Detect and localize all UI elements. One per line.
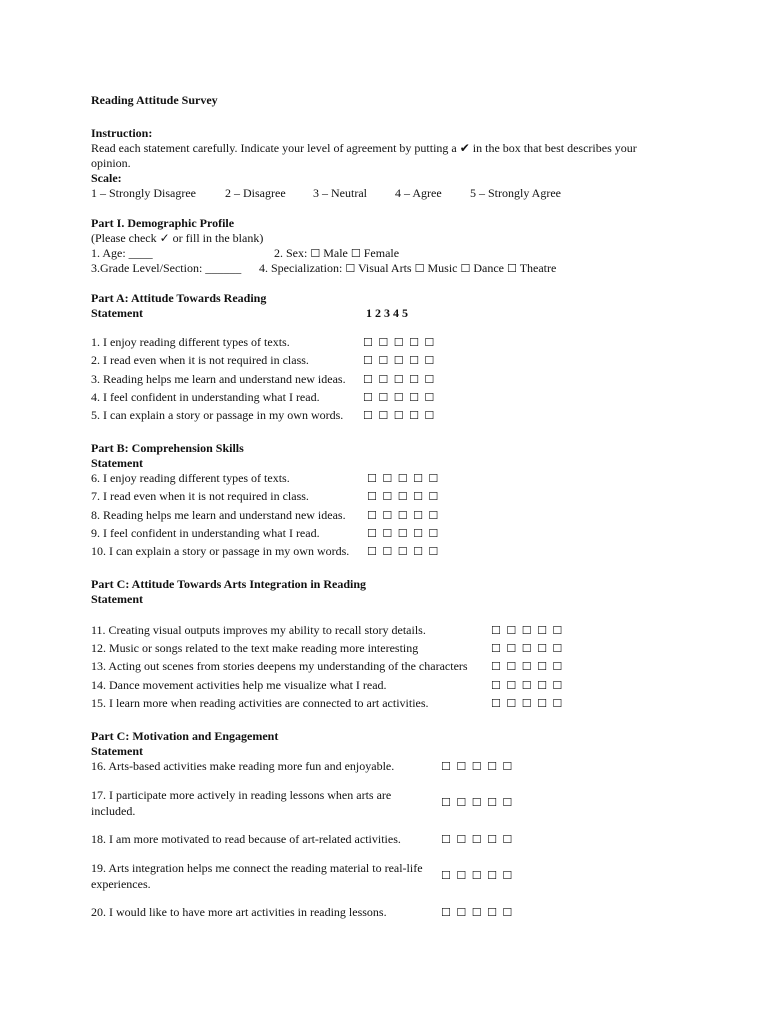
age-field[interactable]: 1. Age: ____ (91, 246, 153, 260)
statement-19-line1: 19. Arts integration helps me connect the reading material to real-life (91, 861, 423, 875)
rating-boxes-17[interactable]: ☐ ☐ ☐ ☐ ☐ (441, 796, 514, 809)
dance-checkbox[interactable]: ☐ (460, 262, 471, 275)
partD-statement-header: Statement (91, 744, 143, 758)
statement-13: 13. Acting out scenes from stories deepens my understanding of the characters (91, 659, 468, 673)
statement-8: 8. Reading helps me learn and understand new ideas. (91, 508, 346, 522)
rating-boxes-1[interactable]: ☐ ☐ ☐ ☐ ☐ (363, 336, 436, 349)
partC-heading: Part C: Attitude Towards Arts Integration in Reading (91, 577, 367, 591)
rating-boxes-5[interactable]: ☐ ☐ ☐ ☐ ☐ (363, 409, 436, 422)
statement-19-line2: experiences. (91, 877, 151, 891)
statement-2: 2. I read even when it is not required in class. (91, 353, 309, 367)
statement-20: 20. I would like to have more art activities in reading lessons. (91, 905, 387, 919)
rating-boxes-13[interactable]: ☐ ☐ ☐ ☐ ☐ (491, 660, 564, 673)
music-checkbox[interactable]: ☐ (414, 262, 425, 275)
rating-boxes-20[interactable]: ☐ ☐ ☐ ☐ ☐ (441, 906, 514, 919)
scale-item-3: 3 – Neutral (313, 186, 367, 200)
statement-9: 9. I feel confident in understanding what I read. (91, 526, 320, 540)
female-label: Female (363, 246, 400, 260)
statement-14: 14. Dance movement activities help me visualize what I read. (91, 678, 387, 692)
rating-boxes-4[interactable]: ☐ ☐ ☐ ☐ ☐ (363, 391, 436, 404)
rating-boxes-7[interactable]: ☐ ☐ ☐ ☐ ☐ (367, 490, 440, 503)
female-checkbox[interactable]: ☐ (350, 247, 361, 260)
statement-6: 6. I enjoy reading different types of texts. (91, 471, 290, 485)
scale-item-4: 4 – Agree (395, 186, 442, 200)
partA-heading: Part A: Attitude Towards Reading (91, 291, 267, 305)
rating-boxes-12[interactable]: ☐ ☐ ☐ ☐ ☐ (491, 642, 564, 655)
scale-item-2: 2 – Disagree (225, 186, 286, 200)
partA-scale-header: 1 2 3 4 5 (366, 306, 408, 320)
instruction-text-line2: opinion. (91, 156, 131, 170)
grade-section-field[interactable]: 3.Grade Level/Section: ______ (91, 261, 242, 275)
male-checkbox[interactable]: ☐ (310, 247, 321, 260)
partB-statement-header: Statement (91, 456, 143, 470)
rating-boxes-14[interactable]: ☐ ☐ ☐ ☐ ☐ (491, 679, 564, 692)
sex-label: 2. Sex: (274, 246, 308, 260)
rating-boxes-8[interactable]: ☐ ☐ ☐ ☐ ☐ (367, 509, 440, 522)
part1-note: (Please check ✓ or fill in the blank) (91, 231, 264, 245)
rating-boxes-9[interactable]: ☐ ☐ ☐ ☐ ☐ (367, 527, 440, 540)
rating-boxes-11[interactable]: ☐ ☐ ☐ ☐ ☐ (491, 624, 564, 637)
theatre-label: Theatre (519, 261, 557, 275)
rating-boxes-19[interactable]: ☐ ☐ ☐ ☐ ☐ (441, 869, 514, 882)
rating-boxes-2[interactable]: ☐ ☐ ☐ ☐ ☐ (363, 354, 436, 367)
statement-11: 11. Creating visual outputs improves my ability to recall story details. (91, 623, 426, 637)
visual-arts-checkbox[interactable]: ☐ (345, 262, 356, 275)
specialization-label: 4. Specialization: (259, 261, 343, 275)
statement-10: 10. I can explain a story or passage in my own words. (91, 544, 350, 558)
specialization-field (259, 261, 556, 276)
partA-statement-header: Statement (91, 306, 143, 320)
sex-field (274, 246, 399, 261)
rating-boxes-3[interactable]: ☐ ☐ ☐ ☐ ☐ (363, 373, 436, 386)
statement-5: 5. I can explain a story or passage in my own words. (91, 408, 344, 422)
instruction-heading: Instruction: (91, 126, 153, 140)
rating-boxes-6[interactable]: ☐ ☐ ☐ ☐ ☐ (367, 472, 440, 485)
statement-12: 12. Music or songs related to the text make reading more interesting (91, 641, 419, 655)
rating-boxes-15[interactable]: ☐ ☐ ☐ ☐ ☐ (491, 697, 564, 710)
theatre-checkbox[interactable]: ☐ (507, 262, 517, 275)
statement-18: 18. I am more motivated to read because of art-related activities. (91, 832, 401, 846)
part1-heading: Part I. Demographic Profile (91, 216, 235, 230)
statement-17-line2: included. (91, 804, 136, 818)
rating-boxes-18[interactable]: ☐ ☐ ☐ ☐ ☐ (441, 833, 514, 846)
partD-heading: Part C: Motivation and Engagement (91, 729, 279, 743)
partB-heading: Part B: Comprehension Skills (91, 441, 244, 455)
male-label: Male (323, 246, 348, 260)
statement-7: 7. I read even when it is not required in class. (91, 489, 309, 503)
visual-arts-label: Visual Arts (357, 261, 412, 275)
scale-item-1: 1 – Strongly Disagree (91, 186, 196, 200)
scale-item-5: 5 – Strongly Agree (470, 186, 561, 200)
statement-4: 4. I feel confident in understanding what I read. (91, 390, 320, 404)
rating-boxes-10[interactable]: ☐ ☐ ☐ ☐ ☐ (367, 545, 440, 558)
scale-heading: Scale: (91, 171, 122, 185)
dance-label: Dance (473, 261, 505, 275)
music-label: Music (427, 261, 458, 275)
partC-statement-header: Statement (91, 592, 143, 606)
statement-17-line1: 17. I participate more actively in reading lessons when arts are (91, 788, 392, 802)
statement-1: 1. I enjoy reading different types of texts. (91, 335, 290, 349)
instruction-text-line1: Read each statement carefully. Indicate your level of agreement by putting a ✔ in the box that best describes your (91, 141, 637, 155)
statement-3: 3. Reading helps me learn and understand new ideas. (91, 372, 346, 386)
rating-boxes-16[interactable]: ☐ ☐ ☐ ☐ ☐ (441, 760, 514, 773)
document-title: Reading Attitude Survey (91, 93, 218, 107)
statement-15: 15. I learn more when reading activities are connected to art activities. (91, 696, 429, 710)
statement-16: 16. Arts-based activities make reading more fun and enjoyable. (91, 759, 395, 773)
